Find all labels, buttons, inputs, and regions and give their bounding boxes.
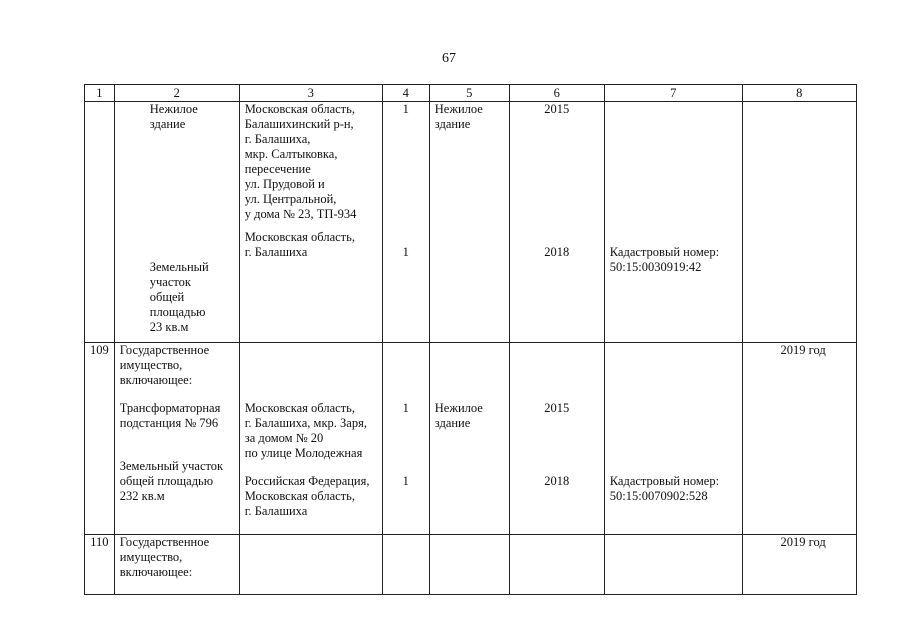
column-header: 8 [742,85,856,102]
column-header: 1 [85,85,115,102]
item-address: Московская область, Балашихинский р-н, г. Балашиха, мкр. Салтыковка, пересечение ул. Прудовой и ул. Центральной, у дома № 23, ТП-934 [244,102,357,221]
cadastre-cell [604,102,742,343]
quantity-cell [382,343,429,535]
table-row [85,102,857,343]
table-row [85,343,857,535]
purpose-cell [429,102,509,343]
address-cell [239,535,382,595]
item-quantity: 1 [402,102,409,116]
item-year: 2018 [544,245,570,259]
item-address: Российская Федерация, Московская область, г. Балашиха [244,474,370,518]
quantity-cell [382,535,429,595]
item-name: Земельный участок общей площадью 232 кв.м [119,459,224,503]
column-header: 7 [604,85,742,102]
item-address: Московская область, г. Балашиха, мкр. Заря, за домом № 20 по улице Молодежная [244,401,367,460]
row-number: 110 [85,535,115,595]
table-row [85,535,857,595]
item-quantity: 1 [402,474,409,488]
item-quantity: 1 [402,245,409,259]
address-cell [239,102,382,343]
item-year: 2015 [544,102,570,116]
item-name: Земельный участок общей площадью 23 кв.м [149,260,209,334]
year-cell [509,102,604,343]
column-number-row [85,85,857,102]
column-header: 6 [509,85,604,102]
cadastral-number: Кадастровый номер: 50:15:0030919:42 [609,245,720,274]
item-name-cell [114,343,239,535]
item-address: Московская область, г. Балашиха [244,230,355,259]
property-registry-table [84,84,857,595]
column-header: 2 [114,85,239,102]
group-header: Государственное имущество, включающее: [119,343,210,387]
year-cell [509,535,604,595]
address-cell [239,343,382,535]
note-cell: 2019 год [742,343,856,535]
quantity-cell [382,102,429,343]
column-header: 3 [239,85,382,102]
item-year: 2018 [544,474,570,488]
group-header: Государственное имущество, включающее: [119,535,210,579]
column-header: 4 [382,85,429,102]
item-quantity: 1 [402,401,409,415]
purpose-cell [429,535,509,595]
item-name-cell [114,102,239,343]
purpose-cell [429,343,509,535]
item-name-cell [114,535,239,595]
item-name: Нежилое здание [149,102,198,131]
cadastre-cell [604,343,742,535]
row-number: 109 [85,343,115,535]
note-cell [742,102,856,343]
item-purpose: Нежилое здание [434,102,483,131]
year-cell [509,343,604,535]
item-name: Трансформаторная подстанция № 796 [119,401,221,430]
item-purpose: Нежилое здание [434,401,483,430]
row-number [85,102,115,343]
cadastral-number: Кадастровый номер: 50:15:0070902:528 [609,474,720,503]
item-year: 2015 [544,401,570,415]
note-cell: 2019 год [742,535,856,595]
column-header: 5 [429,85,509,102]
cadastre-cell [604,535,742,595]
page-number: 67 [442,51,456,66]
